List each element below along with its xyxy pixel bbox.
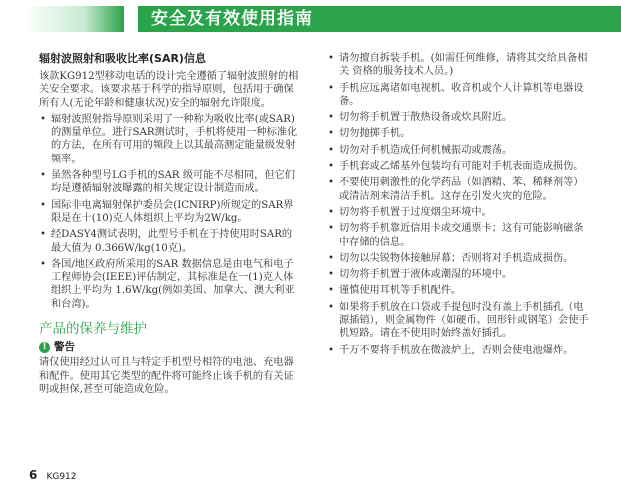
page-header bbox=[0, 0, 621, 32]
sar-intro-paragraph: 该款KG912型移动电话的设计完全遵循了辐射波照射的相关安全要求。该要求基于科学的指导原则，包括用于确保所有人(无论年龄和健康状况)安全的辐射允许限度。 bbox=[39, 71, 299, 109]
left-column bbox=[39, 52, 301, 399]
list-item: • 虽然各种型号LG手机的SAR 级可能不尽相同，但它们均是遵循辐射波曝露的相关规定设计制造而成。 bbox=[40, 170, 295, 195]
bullet-dot-icon: • bbox=[328, 344, 335, 356]
bullet-dot-icon: • bbox=[328, 128, 335, 140]
bullet-dot-icon: • bbox=[328, 206, 335, 218]
bullet-dot-icon: • bbox=[40, 258, 47, 270]
list-item: • 不要使用刺激性的化学药品（如酒精、苯、稀释剂等）或清洁剂来清洁手机。这存在引发火灾的危险。 bbox=[328, 177, 584, 202]
list-item: • 各国/地区政府所采用的SAR 数据信息是由电气和电子工程师协会(IEEE)评估制定，其标准是在一(1)克人体组织上平均为 1.6W/kg(例如美国、加拿大、澳大利亚和台湾)。 bbox=[40, 258, 295, 310]
list-item: • 国际非电离辐射保护委员会(ICNIRP)所规定的SAR界限是在十(10)克人体组织上平均为2W/kg。 bbox=[40, 199, 294, 224]
bullet-dot-icon: • bbox=[328, 223, 335, 235]
warning-paragraph: 请仅使用经过认可且与特定手机型号相符的电池、充电器和配件。使用其它类型的配件将可能终止该手机的有关证明或担保,甚至可能造成危险。 bbox=[39, 357, 294, 395]
bullet-dot-icon: • bbox=[328, 285, 335, 297]
sar-section-title: 辐射波照射和吸收比率(SAR)信息 bbox=[39, 52, 206, 65]
warning-heading bbox=[39, 341, 301, 354]
list-item: • 经DASY4测试表明，此型号手机在于持使用时SAR的最大值为 0.366W/kg(10克)。 bbox=[40, 229, 293, 254]
page-footer bbox=[29, 464, 77, 483]
list-item: • 切勿以尖锐物体接触屏幕；否则将对手机造成损伤。 bbox=[328, 252, 574, 264]
bullet-dot-icon: • bbox=[40, 113, 47, 125]
sar-bullet-list bbox=[39, 113, 301, 311]
list-item: • 辐射波照射指导原则采用了一种称为吸收比率(或SAR)的测量单位。进行SAR测试时，手机将使用一种标准化的方法，在所有可用的频段上以其最高测定能量级发射频率。 bbox=[40, 113, 298, 165]
list-item: • 请勿擅自拆装手机。(如需任何维修，请将其交给具备相关 资格的服务技术人员。) bbox=[328, 53, 588, 78]
page-number: 6 bbox=[29, 468, 38, 482]
bullet-dot-icon: • bbox=[328, 252, 335, 264]
list-item: • 谨慎使用耳机等手机配件。 bbox=[328, 285, 462, 297]
care-bullet-list bbox=[327, 52, 589, 357]
bullet-dot-icon: • bbox=[328, 112, 335, 124]
bullet-dot-icon: • bbox=[328, 177, 335, 189]
list-item: • 切勿将手机置于过度烟尘环境中。 bbox=[328, 206, 492, 218]
list-item: • 切勿抛掷手机。 bbox=[328, 128, 411, 140]
list-item: • 切勿将手机靠近信用卡或交通票卡；这有可能影响磁条中存储的信息。 bbox=[328, 223, 584, 248]
bullet-dot-icon: • bbox=[328, 161, 335, 173]
list-item: • 手机应远离诸如电视机、收音机或个人计算机等电器设备。 bbox=[328, 82, 584, 107]
list-item: • 切勿将手机置于液体或潮湿的环境中。 bbox=[328, 269, 513, 281]
list-item: • 如果将手机放在口袋或手提包时没有盖上手机插孔（电源插销），则金属物件（如硬币、回形针或钢笔）会使手机短路。请在不使用时始终盖好插孔。 bbox=[328, 301, 589, 340]
exclamation-circle-icon: ! bbox=[39, 342, 50, 353]
bullet-dot-icon: • bbox=[328, 53, 335, 64]
warning-label: 警告 bbox=[54, 341, 75, 354]
list-item: • 切勿对手机造成任何机械振动或震荡。 bbox=[328, 144, 513, 156]
list-item: • 千万不要将手机放在微波炉上，否则会使电池爆炸。 bbox=[328, 344, 574, 356]
bullet-dot-icon: • bbox=[328, 144, 335, 156]
bullet-dot-icon: • bbox=[328, 269, 335, 281]
care-section-title: 产品的保养与维护 bbox=[39, 321, 147, 338]
bullet-dot-icon: • bbox=[40, 199, 47, 211]
list-item: • 手机套或乙烯基外包装均有可能对手机表面造成损伤。 bbox=[328, 161, 584, 173]
footer-model-name: KG912 bbox=[46, 472, 77, 482]
bullet-dot-icon: • bbox=[40, 229, 47, 241]
bullet-dot-icon: • bbox=[40, 170, 47, 182]
page-title: 安全及有效使用指南 bbox=[151, 9, 313, 29]
bullet-dot-icon: • bbox=[328, 301, 335, 313]
header-gradient-strip bbox=[24, 6, 124, 32]
bullet-dot-icon: • bbox=[328, 82, 335, 94]
list-item: • 切勿将手机置于散热设备或炊具附近。 bbox=[328, 112, 513, 124]
right-column bbox=[327, 52, 589, 360]
